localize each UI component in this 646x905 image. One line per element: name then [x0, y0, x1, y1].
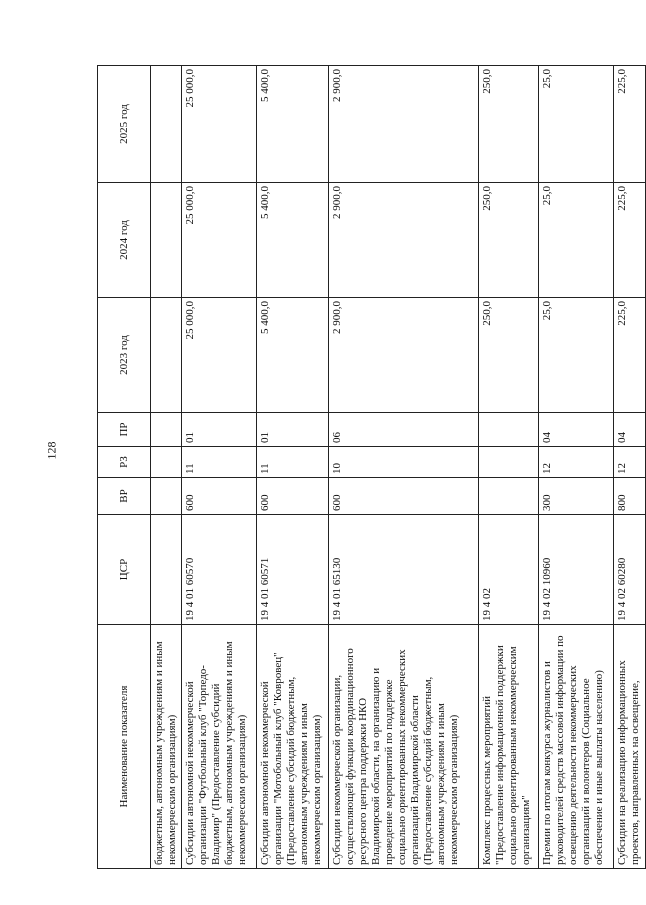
row-2024: 25,0: [539, 183, 614, 298]
page-number: 128: [44, 441, 59, 460]
row-name: Субсидии на реализацию информационных проектов, направленных на освещение,: [614, 625, 646, 869]
budget-table-container: [97, 66, 639, 869]
row-2023: 2 900,0: [329, 298, 479, 413]
row-rz: 12: [614, 447, 646, 478]
row-vr: [151, 478, 182, 515]
col-header-csr: ЦСР: [98, 515, 151, 625]
row-2023: [151, 298, 182, 413]
row-rz: 12: [539, 447, 614, 478]
row-csr: [151, 515, 182, 625]
table-row: [329, 66, 479, 869]
row-2024: 5 400,0: [257, 183, 329, 298]
budget-table: [97, 65, 646, 869]
table-row: [479, 66, 539, 869]
col-header-2024: 2024 год: [98, 183, 151, 298]
row-pr: 01: [257, 413, 329, 447]
col-header-vr: ВР: [98, 478, 151, 515]
row-pr: 06: [329, 413, 479, 447]
row-vr: [479, 478, 539, 515]
row-csr: 19 4 01 65130: [329, 515, 479, 625]
row-name: Субсидии некоммерческой организации, осуществляющей функции координационного ресурсного центра поддержки НКО Владимирской области, на организацию и проведение мероприятий по поддержке социально ориентированных некоммерческих организаций Владимирской области (Предоставление субсидий бюджетным, автономным учреждениям и иным некоммерческим организациям): [329, 625, 479, 869]
row-rz: 10: [329, 447, 479, 478]
rotated-page: [97, 66, 639, 869]
row-rz: [479, 447, 539, 478]
row-csr: 19 4 02 10960: [539, 515, 614, 625]
row-vr: 800: [614, 478, 646, 515]
row-2025: 25 000,0: [182, 66, 257, 183]
col-header-name: Наименование показателя: [98, 625, 151, 869]
col-header-2025: 2025 год: [98, 66, 151, 183]
row-2024: 250,0: [479, 183, 539, 298]
row-csr: 19 4 02: [479, 515, 539, 625]
col-header-rz: РЗ: [98, 447, 151, 478]
table-header-row: [98, 66, 151, 869]
row-name: Субсидии автономной некоммерческой организации "Мотобольный клуб "Ковровец" (Предоставление субсидий бюджетным, автономным учреждениям и иным некоммерческим организациям): [257, 625, 329, 869]
table-row: [539, 66, 614, 869]
col-header-pr: ПР: [98, 413, 151, 447]
row-name: Премии по итогам конкурса журналистов и руководителей средств массовой информации по освещению деятельности некоммерческих организаций и волонтеров (Социальное обеспечение и иные выплаты населению): [539, 625, 614, 869]
row-vr: 300: [539, 478, 614, 515]
row-2023: 225,0: [614, 298, 646, 413]
row-csr: 19 4 01 60571: [257, 515, 329, 625]
table-row: [182, 66, 257, 869]
row-pr: 04: [539, 413, 614, 447]
row-pr: [151, 413, 182, 447]
row-2024: 25 000,0: [182, 183, 257, 298]
row-csr: 19 4 02 60280: [614, 515, 646, 625]
row-vr: 600: [182, 478, 257, 515]
row-vr: 600: [257, 478, 329, 515]
row-2025: 5 400,0: [257, 66, 329, 183]
row-2023: 250,0: [479, 298, 539, 413]
row-2025: 250,0: [479, 66, 539, 183]
col-header-2023: 2023 год: [98, 298, 151, 413]
row-2024: 2 900,0: [329, 183, 479, 298]
row-name: Комплекс процессных мероприятий "Предоставление информационной поддержки социально ориентированным некоммерческим организациям": [479, 625, 539, 869]
table-row: [614, 66, 646, 869]
row-rz: 11: [182, 447, 257, 478]
row-2023: 25,0: [539, 298, 614, 413]
row-pr: 01: [182, 413, 257, 447]
row-csr: 19 4 01 60570: [182, 515, 257, 625]
row-2025: 2 900,0: [329, 66, 479, 183]
row-pr: [479, 413, 539, 447]
row-2024: 225,0: [614, 183, 646, 298]
row-2023: 5 400,0: [257, 298, 329, 413]
table-row: [151, 66, 182, 869]
table-row: [257, 66, 329, 869]
row-2025: [151, 66, 182, 183]
row-2023: 25 000,0: [182, 298, 257, 413]
row-2024: [151, 183, 182, 298]
row-name: Субсидии автономной некоммерческой организации "Футбольный клуб "Торпедо-Владимир" (Предоставление субсидий бюджетным, автономным учреждениям и иным некоммерческим организациям): [182, 625, 257, 869]
row-rz: [151, 447, 182, 478]
row-name: бюджетным, автономным учреждениям и иным некоммерческим организациям): [151, 625, 182, 869]
row-pr: 04: [614, 413, 646, 447]
row-2025: 225,0: [614, 66, 646, 183]
row-vr: 600: [329, 478, 479, 515]
row-rz: 11: [257, 447, 329, 478]
row-2025: 25,0: [539, 66, 614, 183]
